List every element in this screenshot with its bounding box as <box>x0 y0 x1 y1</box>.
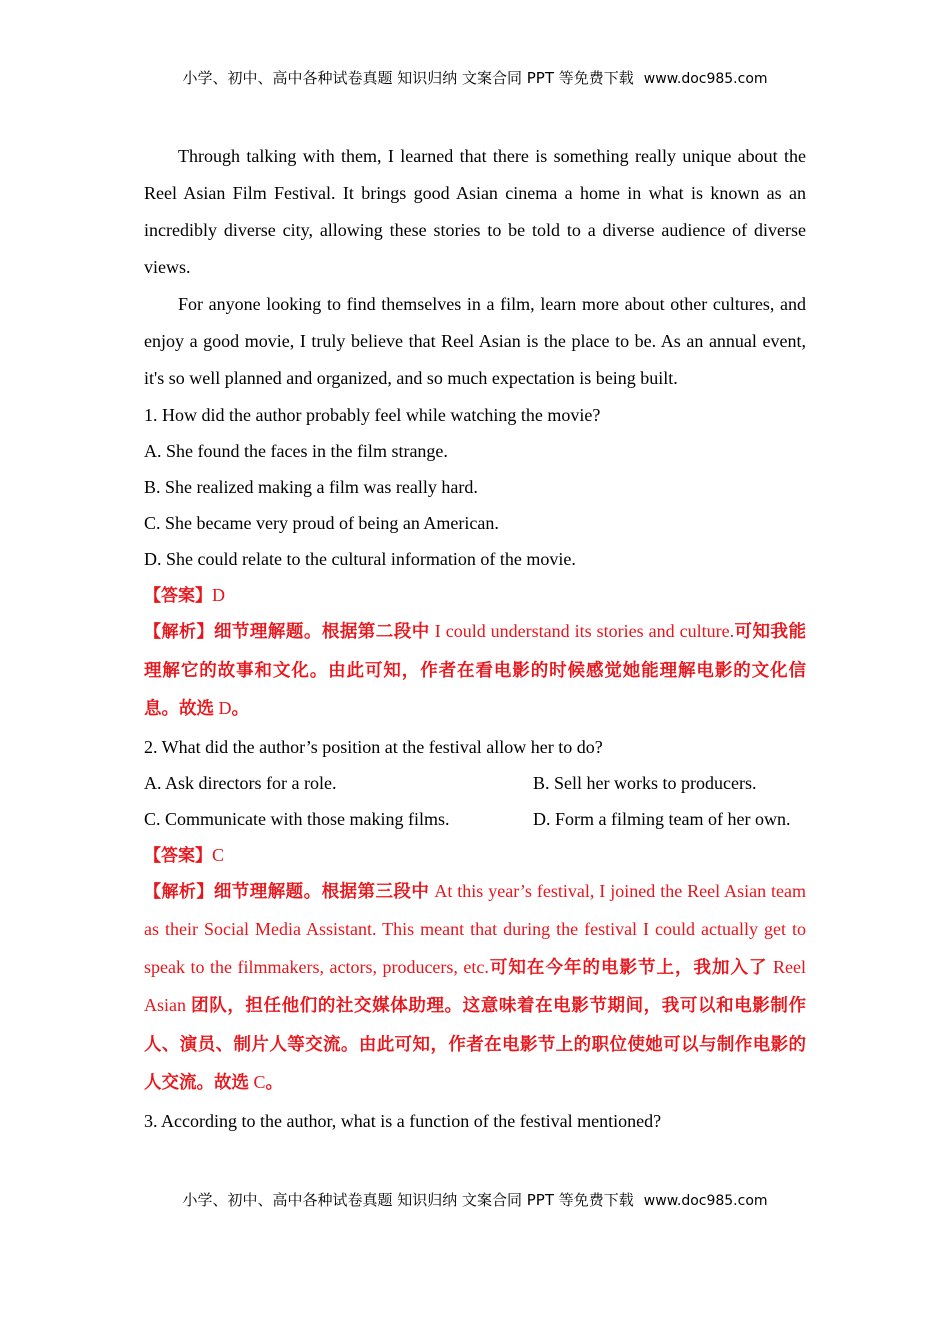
q1-explanation-cn1: 细节理解题。根据第二段中 <box>213 622 430 642</box>
q2-explanation-en3: C <box>249 1072 266 1092</box>
q2-explanation-cn3: 团队，担任他们的社交媒体助理。这意味着在电影节期间，我可以和电影制作人、演员、制片人等交流。由此可知，作者在电影节上的职位使她可以与制作电影的人交流。故选 <box>144 996 807 1093</box>
footer-text: 小学、初中、高中各种试卷真题 知识归纳 文案合同 PPT 等免费下载 <box>182 1191 634 1209</box>
q2-option-a: A. Ask directors for a role. <box>144 772 337 793</box>
q2-answer-tag: 【答案】 <box>144 845 212 866</box>
q2-answer-value: C <box>212 844 225 865</box>
page-header <box>0 67 950 88</box>
q2-option-b: B. Sell her works to producers. <box>533 772 757 793</box>
q1-explanation-tag: 【解析】 <box>144 622 214 642</box>
q1-explanation-cn2: 可知我能理解它的故事和文化。由此可知，作者在看电影的时候感觉她能理解电影的文化信息。故选 <box>144 622 807 719</box>
q1-option-d: D. She could relate to the cultural information of the movie. <box>144 549 576 569</box>
question-3: 3. According to the author, what is a function of the festival mentioned? <box>144 1110 662 1131</box>
header-text: 小学、初中、高中各种试卷真题 知识归纳 文案合同 PPT 等免费下载 <box>182 69 634 87</box>
question-2: 2. What did the author’s position at the festival allow her to do? <box>144 736 603 757</box>
q2-explanation-tag: 【解析】 <box>144 881 214 902</box>
header-url[interactable]: www.doc985.com <box>643 71 768 87</box>
q2-explanation-cn4: 。 <box>265 1073 284 1093</box>
q1-answer-tag: 【答案】 <box>144 586 212 606</box>
page-footer <box>0 1189 950 1210</box>
question-1: 1. How did the author probably feel while watching the movie? <box>144 405 601 425</box>
document-body <box>144 138 806 1139</box>
q2-option-c: C. Communicate with those making films. <box>144 808 450 829</box>
passage-paragraph-2: For anyone looking to find themselves in a film, learn more about other cultures, and enjoy a good movie, I truly believe that Reel Asian is the place to be. As an annual event, it's so well planned and organized, and so much expectation is being built. <box>144 294 806 388</box>
q2-answer <box>144 837 806 873</box>
q1-answer <box>144 577 806 613</box>
q2-explanation-cn1: 细节理解题。根据第三段中 <box>213 881 430 902</box>
q2-explanation-cn2: 可知在今年的电影节上，我加入了 <box>488 957 768 978</box>
q2-options-row-1 <box>144 765 806 801</box>
q1-explanation-cn3: 。 <box>231 699 249 719</box>
q1-explanation-en2: D <box>214 698 232 718</box>
q1-explanation-en: I could understand its stories and culture. <box>429 621 735 641</box>
q1-option-a: A. She found the faces in the film strange. <box>144 441 448 461</box>
q1-option-b: B. She realized making a film was really hard. <box>144 477 478 497</box>
q2-options-row-2 <box>144 801 806 837</box>
q2-explanation <box>144 873 806 1103</box>
q1-answer-value: D <box>212 585 225 605</box>
q2-option-d: D. Form a filming team of her own. <box>533 808 791 829</box>
q2-explanation-en2: Reel Asian <box>144 956 806 1015</box>
footer-url[interactable]: www.doc985.com <box>643 1193 768 1209</box>
q2-explanation-en: At this year’s festival, I joined the Reel Asian team as their Social Media Assistant. This meant that during the festival I could actually get to speak to the filmmakers, actors, producers, etc. <box>144 880 807 977</box>
passage-paragraph-1: Through talking with them, I learned that there is something really unique about the Reel Asian Film Festival. It brings good Asian cinema a home in what is known as an incredibly diverse city, allowing these stories to be told to a diverse audience of diverse views. <box>144 146 806 277</box>
q1-option-c: C. She became very proud of being an American. <box>144 513 499 533</box>
q1-explanation <box>144 613 806 729</box>
